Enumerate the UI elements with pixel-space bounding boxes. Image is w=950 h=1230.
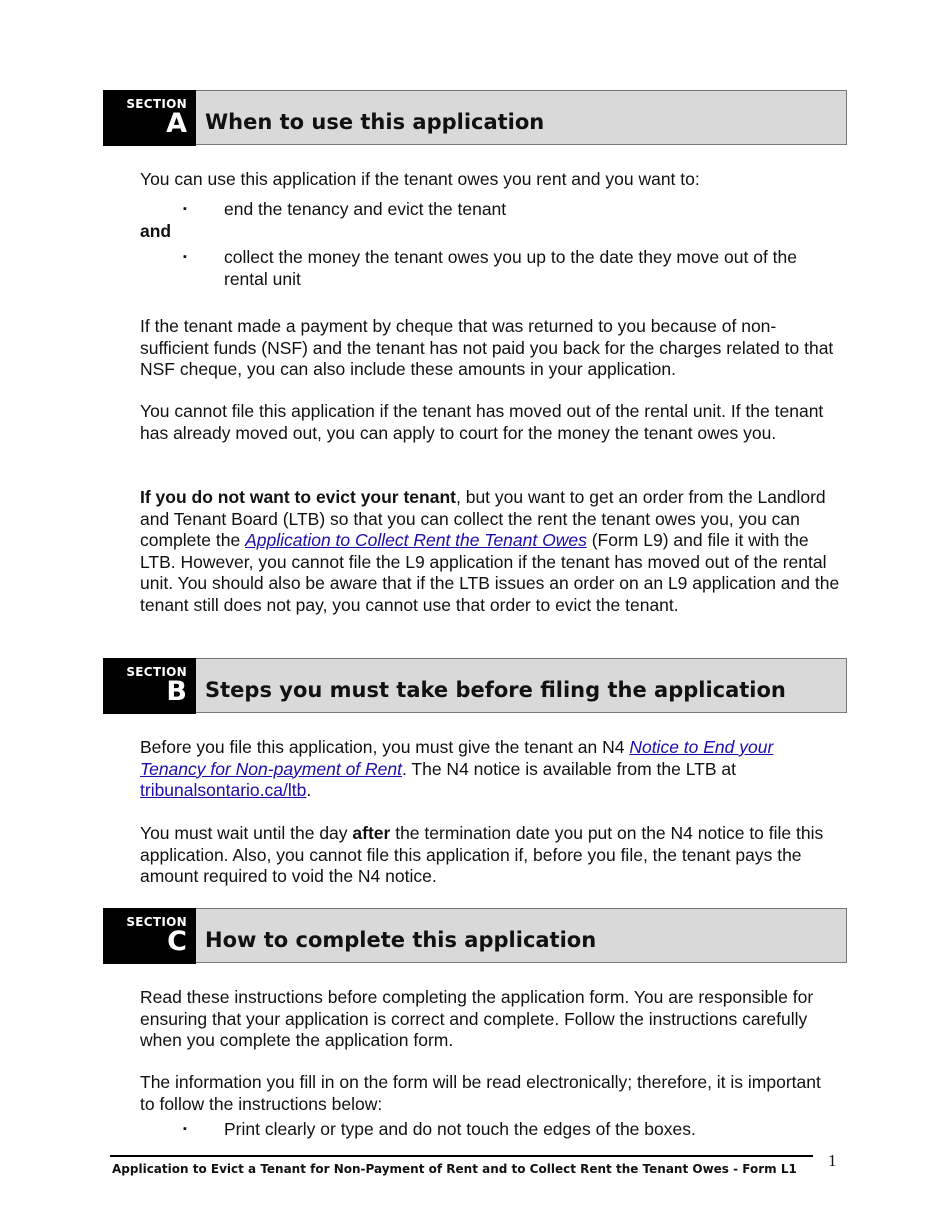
- and-label: and: [140, 221, 172, 241]
- section-a-l9-paragraph: [140, 487, 840, 616]
- n4-text-end: .: [306, 780, 312, 800]
- bullet-icon: ▪: [183, 203, 187, 215]
- section-b-header: [103, 658, 847, 713]
- section-letter: A: [166, 108, 187, 139]
- bullet-icon: ▪: [183, 1123, 187, 1135]
- section-word: SECTION: [126, 665, 187, 679]
- section-word: SECTION: [126, 915, 187, 929]
- section-a-intro: You can use this application if the tenant owes you rent and you want to:: [140, 169, 700, 189]
- wait-bold-after: after: [352, 823, 391, 843]
- n4-text-part2: . The N4 notice is available from the LTB at: [402, 758, 736, 779]
- page-number: 1: [828, 1151, 837, 1170]
- l9-text-part1: , but you want to get an order from the Landlord and Tenant Board (LTB) so that you can collect the rent the tenant owes you, you can complete the: [140, 487, 826, 550]
- section-b-label-box: [103, 658, 196, 714]
- n4-notice-link[interactable]: Notice to End your Tenancy for Non-payment of Rent: [140, 737, 774, 779]
- section-a-nsf-paragraph: If the tenant made a payment by cheque that was returned to you because of non-sufficient funds (NSF) and the tenant has not paid you back for the charges related to that NSF cheque, you can also include these amounts in your application.: [140, 316, 834, 379]
- l9-form-link[interactable]: Application to Collect Rent the Tenant Owes: [245, 530, 587, 550]
- section-letter: B: [166, 676, 187, 707]
- l9-text-part2: (Form L9) and file it with the LTB. However, you cannot file the L9 application if the tenant has moved out of the rental unit. You should also be aware that if the LTB issues an order on an L9 application and the tenant still does not pay, you cannot use that order to evict the tenant.: [140, 530, 840, 615]
- section-a-label-box: [103, 90, 196, 146]
- bullet-icon: ▪: [183, 251, 187, 263]
- list-item-text: end the tenancy and evict the tenant: [224, 199, 507, 219]
- wait-text-part1: You must wait until the day: [140, 823, 353, 843]
- section-c-instructions-paragraph: Read these instructions before completing the application form. You are responsible for ensuring that your application is correct and complete. Follow the instructions carefully when you complete the application form.: [140, 987, 814, 1050]
- section-c-title: How to complete this application: [205, 928, 597, 952]
- n4-text-part1: Before you file this application, you must give the tenant an N4: [140, 737, 630, 757]
- section-a-title: When to use this application: [205, 110, 545, 134]
- section-b-wait-paragraph: [140, 823, 840, 888]
- wait-text-part2: the termination date you put on the N4 notice to file this application. Also, you cannot file this application if, before you file, the tenant pays the amount required to void the N4 notice.: [140, 823, 824, 886]
- section-c-label-box: [103, 908, 196, 964]
- section-a-moved-paragraph: You cannot file this application if the tenant has moved out of the rental unit. If the tenant has already moved out, you can apply to court for the money the tenant owes you.: [140, 401, 824, 443]
- section-c-header: [103, 908, 847, 963]
- section-a-header: [103, 90, 847, 145]
- section-b-n4-paragraph: [140, 737, 840, 802]
- l9-bold-lead: If you do not want to evict your tenant: [140, 487, 456, 507]
- list-item-text: collect the money the tenant owes you up to the date they move out of the rental unit: [224, 247, 798, 289]
- footer-form-title: Application to Evict a Tenant for Non-Payment of Rent and to Collect Rent the Tenant Owes - Form L1: [112, 1162, 797, 1176]
- footer-divider: [110, 1155, 813, 1157]
- section-c-electronic-paragraph: The information you fill in on the form will be read electronically; therefore, it is important to follow the instructions below:: [140, 1072, 821, 1114]
- section-word: SECTION: [126, 97, 187, 111]
- section-letter: C: [167, 926, 187, 957]
- list-item-text: Print clearly or type and do not touch the edges of the boxes.: [224, 1119, 696, 1139]
- section-b-title: Steps you must take before filing the application: [205, 678, 786, 702]
- tribunals-ontario-link[interactable]: tribunalsontario.ca/ltb: [140, 780, 307, 800]
